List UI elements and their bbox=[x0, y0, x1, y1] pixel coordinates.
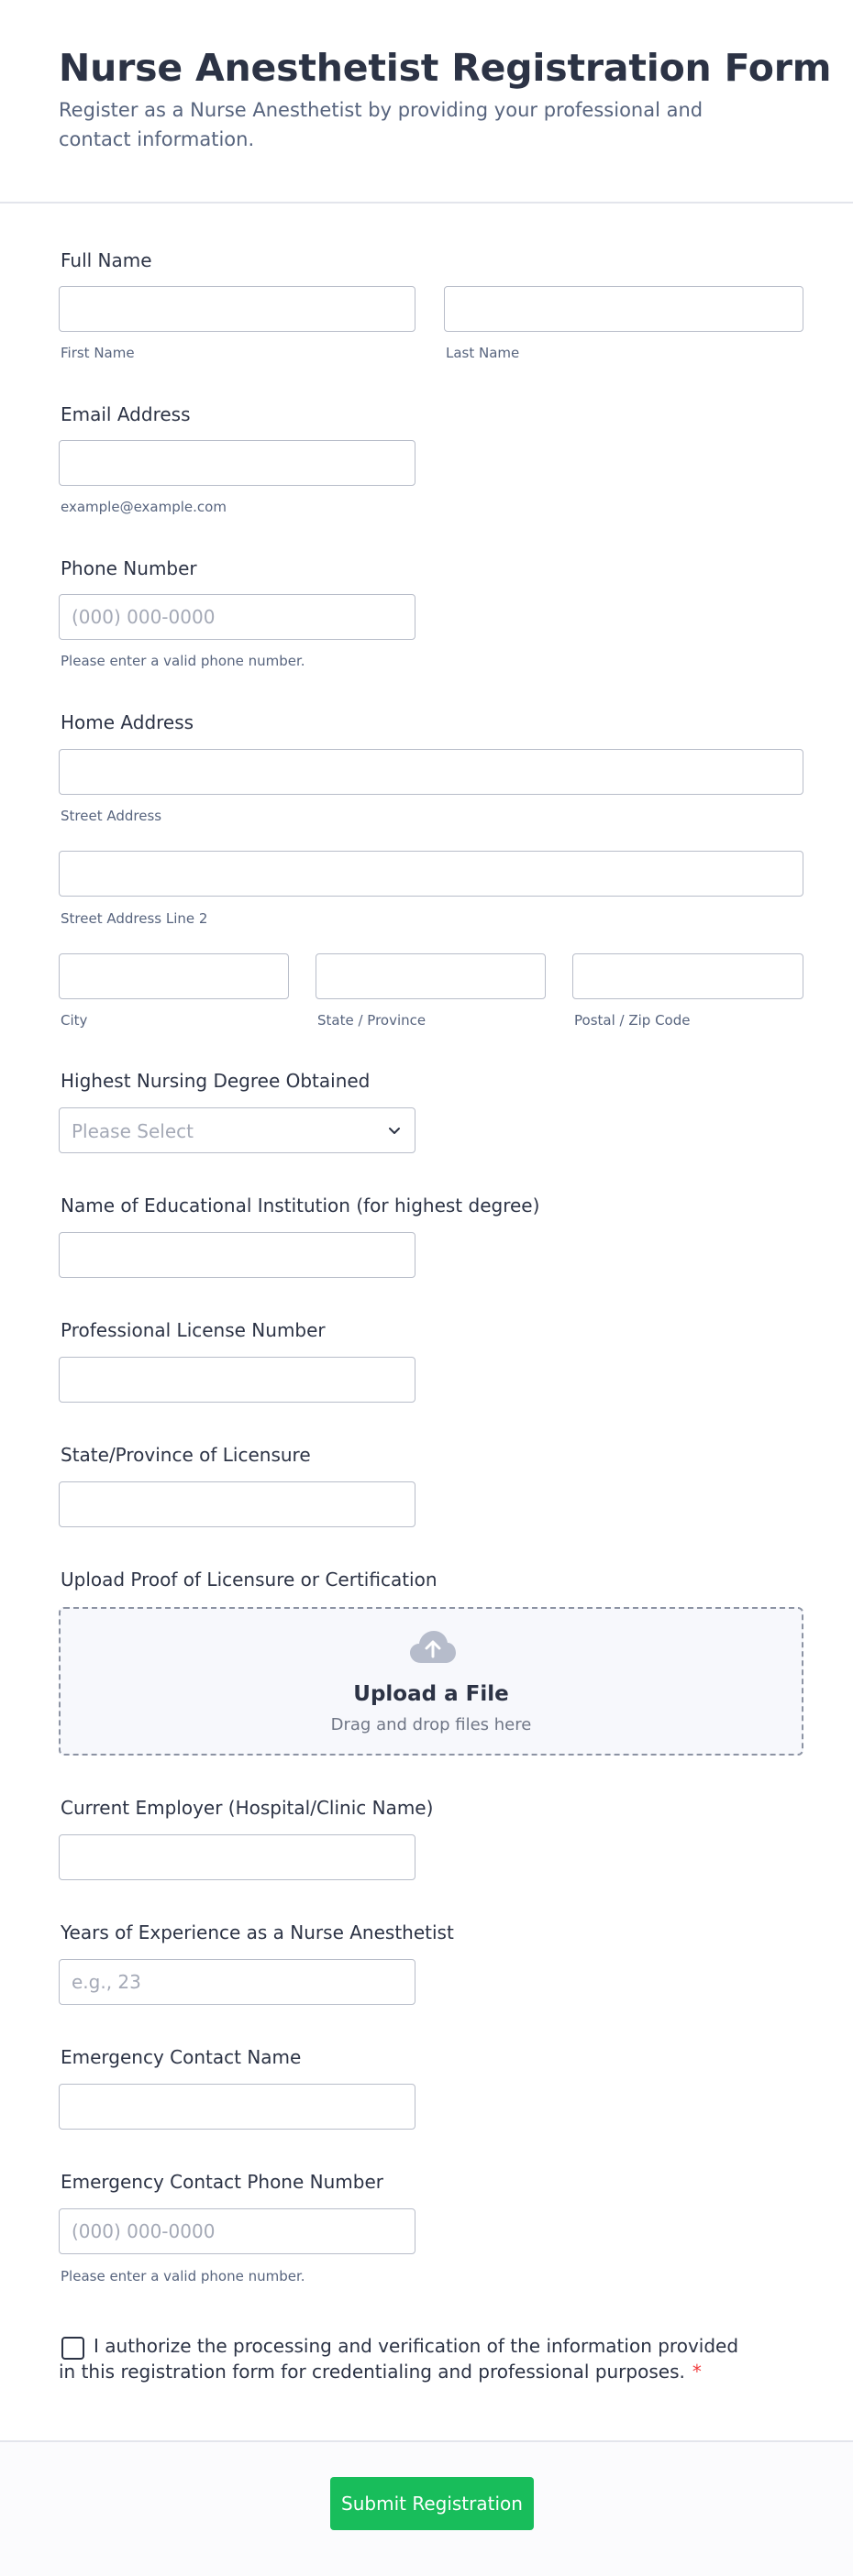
phone-label: Phone Number bbox=[61, 557, 197, 579]
phone-sublabel: Please enter a valid phone number. bbox=[61, 653, 305, 669]
emergency-name-label: Emergency Contact Name bbox=[61, 2046, 302, 2068]
consent-checkbox[interactable] bbox=[61, 2337, 84, 2360]
emergency-phone-label: Emergency Contact Phone Number bbox=[61, 2171, 383, 2193]
license-number-label: Professional License Number bbox=[61, 1319, 326, 1341]
consent-field bbox=[59, 2333, 756, 2384]
email-input[interactable] bbox=[59, 440, 415, 486]
experience-label: Years of Experience as a Nurse Anesthetist bbox=[61, 1921, 454, 1943]
required-asterisk: * bbox=[692, 2361, 702, 2383]
submit-registration-button[interactable]: Submit Registration bbox=[330, 2477, 534, 2530]
street-address-line2-sublabel: Street Address Line 2 bbox=[61, 910, 208, 927]
form-header bbox=[0, 0, 853, 204]
consent-text: I authorize the processing and verification of the information provided in this registration form for credentialing and professional purposes. bbox=[59, 2335, 739, 2383]
street-address-sublabel: Street Address bbox=[61, 808, 162, 824]
emergency-phone-sublabel: Please enter a valid phone number. bbox=[61, 2268, 305, 2284]
phone-input[interactable] bbox=[59, 594, 415, 640]
institution-label: Name of Educational Institution (for highest degree) bbox=[61, 1194, 540, 1216]
degree-label: Highest Nursing Degree Obtained bbox=[61, 1070, 371, 1092]
form-title: Nurse Anesthetist Registration Form bbox=[59, 46, 832, 90]
license-state-input[interactable] bbox=[59, 1481, 415, 1527]
degree-select-value: Please Select bbox=[72, 1120, 194, 1142]
full-name-label: Full Name bbox=[61, 249, 152, 271]
upload-hint: Drag and drop files here bbox=[330, 1715, 532, 1734]
employer-label: Current Employer (Hospital/Clinic Name) bbox=[61, 1797, 434, 1819]
employer-input[interactable] bbox=[59, 1834, 415, 1880]
postal-code-input[interactable] bbox=[572, 953, 803, 999]
email-label: Email Address bbox=[61, 403, 191, 425]
file-upload-dropzone[interactable] bbox=[59, 1607, 803, 1756]
degree-select[interactable] bbox=[59, 1107, 415, 1153]
email-sublabel: example@example.com bbox=[61, 499, 227, 515]
form-footer bbox=[0, 2440, 853, 2576]
license-state-label: State/Province of Licensure bbox=[61, 1444, 311, 1466]
chevron-down-icon bbox=[385, 1121, 404, 1139]
first-name-input[interactable] bbox=[59, 286, 415, 332]
postal-code-sublabel: Postal / Zip Code bbox=[574, 1012, 691, 1029]
address-label: Home Address bbox=[61, 711, 194, 733]
upload-label: Upload Proof of Licensure or Certification bbox=[61, 1569, 438, 1591]
consent-label bbox=[59, 2333, 756, 2384]
form-subtitle: Register as a Nurse Anesthetist by providing your professional and contact information. bbox=[59, 99, 703, 150]
license-number-input[interactable] bbox=[59, 1357, 415, 1403]
upload-title: Upload a File bbox=[353, 1682, 509, 1706]
state-province-input[interactable] bbox=[316, 953, 546, 999]
street-address-input[interactable] bbox=[59, 749, 803, 795]
experience-input[interactable] bbox=[59, 1959, 415, 2005]
city-sublabel: City bbox=[61, 1012, 88, 1029]
emergency-phone-input[interactable] bbox=[59, 2208, 415, 2254]
street-address-line2-input[interactable] bbox=[59, 851, 803, 897]
last-name-sublabel: Last Name bbox=[446, 345, 520, 361]
last-name-input[interactable] bbox=[444, 286, 803, 332]
first-name-sublabel: First Name bbox=[61, 345, 135, 361]
institution-input[interactable] bbox=[59, 1232, 415, 1278]
state-province-sublabel: State / Province bbox=[317, 1012, 426, 1029]
city-input[interactable] bbox=[59, 953, 289, 999]
cloud-upload-icon bbox=[409, 1629, 457, 1666]
emergency-name-input[interactable] bbox=[59, 2084, 415, 2130]
